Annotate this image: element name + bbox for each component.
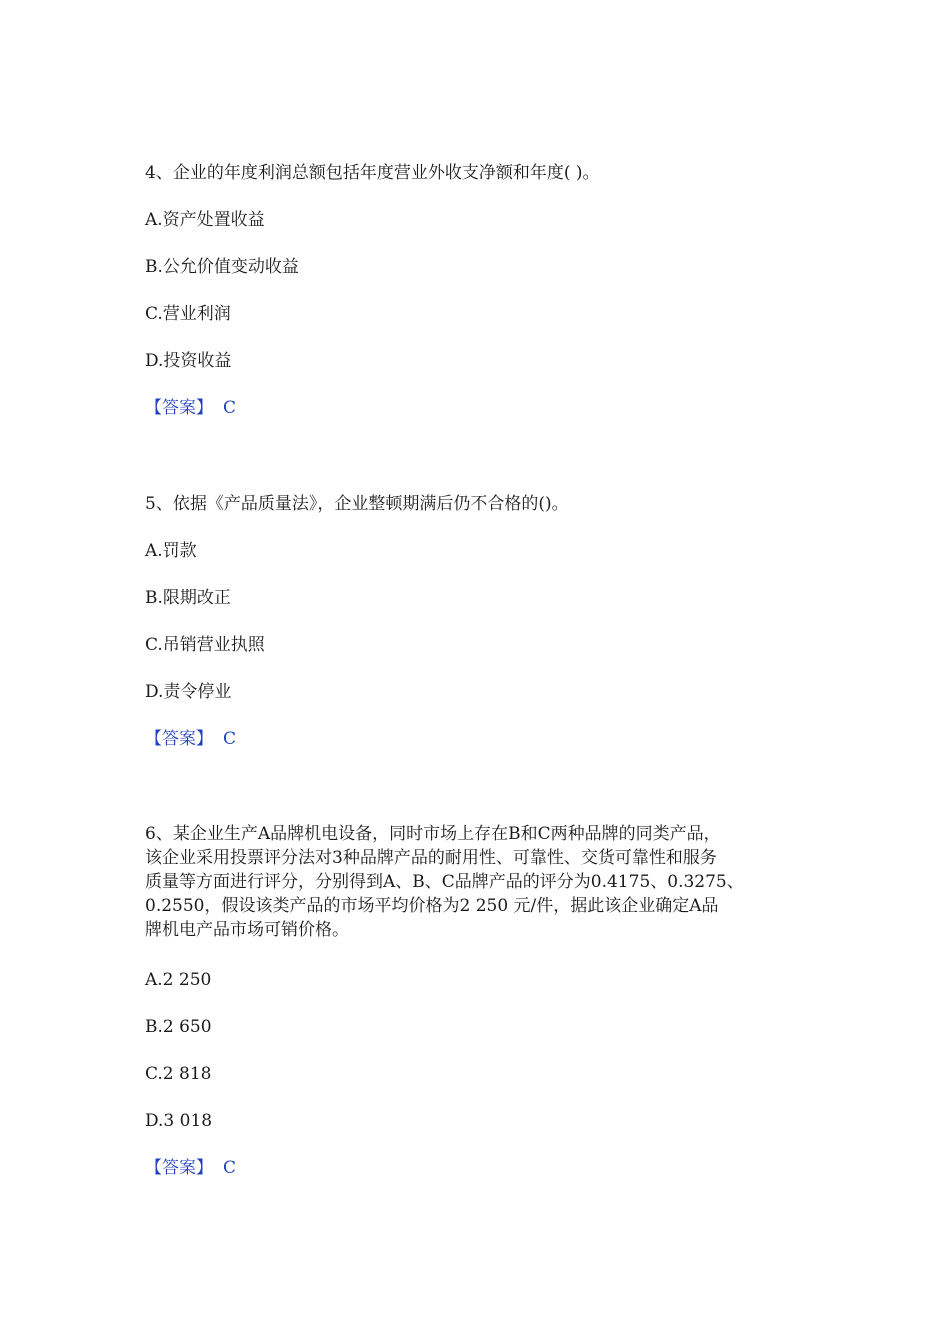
question-6-stem-line: 该企业采用投票评分法对3种品牌产品的耐用性、可靠性、交货可靠性和服务 — [145, 848, 717, 868]
answer-value: C — [223, 1158, 237, 1178]
question-4-option-d: D.投资收益 — [145, 351, 232, 371]
question-4-option-c: C.营业利润 — [145, 304, 231, 324]
question-6-stem-line: 6、某企业生产A品牌机电设备，同时市场上存在B和C两种品牌的同类产品， — [145, 824, 721, 844]
question-4-stem: 4、企业的年度利润总额包括年度营业外收支净额和年度( )。 — [145, 163, 600, 183]
question-6-option-c: C.2 818 — [145, 1064, 212, 1084]
question-5-option-b: B.限期改正 — [145, 588, 231, 608]
question-6-stem-line: 牌机电产品市场可销价格。 — [145, 920, 349, 940]
question-5-answer — [145, 727, 236, 751]
question-6-option-b: B.2 650 — [145, 1017, 212, 1037]
answer-value: C — [223, 729, 237, 749]
question-4-option-b: B.公允价值变动收益 — [145, 257, 299, 277]
question-6-stem-line: 0.2550，假设该类产品的市场平均价格为2 250 元/件，据此该企业确定A品 — [145, 896, 719, 916]
answer-label: 【答案】 — [145, 1158, 213, 1178]
question-6-stem-line: 质量等方面进行评分，分别得到A、B、C品牌产品的评分为0.4175、0.3275、 — [145, 872, 744, 892]
answer-value: C — [223, 398, 237, 418]
question-6-stem — [145, 822, 805, 942]
question-5-option-d: D.责令停业 — [145, 682, 232, 702]
question-6-option-d: D.3 018 — [145, 1111, 213, 1131]
answer-label: 【答案】 — [145, 398, 213, 418]
question-4-answer — [145, 396, 236, 420]
question-5-option-c: C.吊销营业执照 — [145, 635, 265, 655]
answer-label: 【答案】 — [145, 729, 213, 749]
question-5-stem: 5、依据《产品质量法》，企业整顿期满后仍不合格的()。 — [145, 494, 569, 514]
question-6-answer — [145, 1156, 236, 1180]
question-6-option-a: A.2 250 — [145, 970, 212, 990]
question-4-option-a: A.资产处置收益 — [145, 210, 265, 230]
question-5-option-a: A.罚款 — [145, 541, 197, 561]
